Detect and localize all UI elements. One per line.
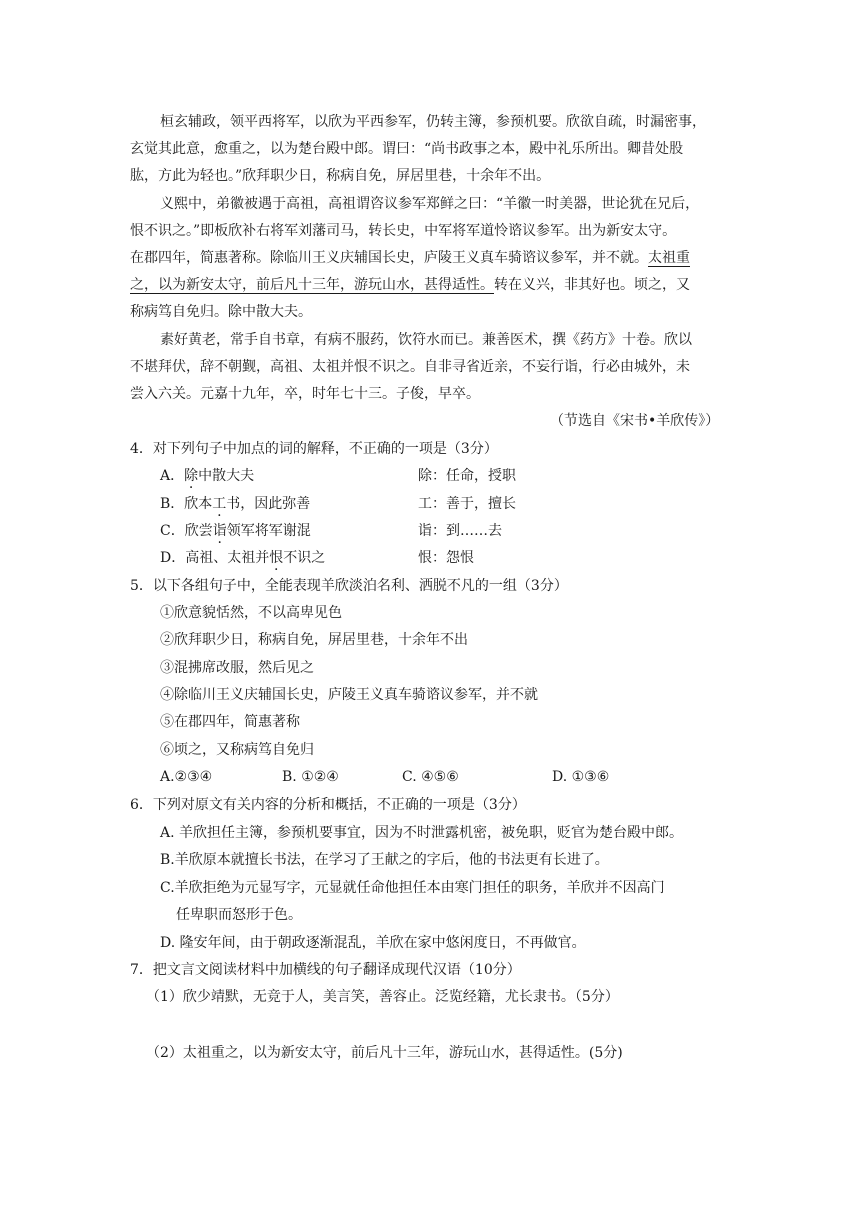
passage-p1-line2: 玄觉其此意，愈重之，以为楚台殿中郎。谓曰：“尚书政事之本，殿中礼乐所出。卿昔处股 [130, 141, 684, 157]
q5-choice-d: D. ①③⑥ [552, 769, 610, 785]
q4-a-suffix: 中散大夫 [198, 468, 255, 484]
passage-p2-line4-rest: 转在义兴，非其好也。顷之，又 [494, 277, 690, 293]
q6-option-d: D. 隆安年间，由于朝政逐渐混乱，羊欣在家中悠闲度日，不再做官。 [160, 935, 586, 951]
passage-p2-line4 [130, 275, 690, 295]
q6-stem: 6．下列对原文有关内容的分析和概括，不正确的一项是（3分） [130, 797, 526, 813]
passage-p1-line3: 肱，方此为轻也。”欣拜职少日，称病自免，屏居里巷，十余年不出。 [130, 168, 551, 184]
q6-option-b: B.羊欣原本就擅长书法，在学习了王献之的字后，他的书法更有长进了。 [160, 852, 609, 868]
passage-p2-line1: 义熙中，弟徽被遇于高祖，高祖谓咨议参军郑鲜之曰：“羊徽一时美器，世论犹在兄后， [160, 196, 700, 212]
q4-d-suffix: 不识之 [283, 550, 326, 566]
q5-choice-a: A.②③④ [160, 769, 213, 785]
q4-c-prefix: C．欣尝 [160, 523, 213, 539]
q4-stem: 4．对下列句子中加点的词的解释，不正确的一项是（3分） [130, 441, 498, 457]
q5-item-1: ①欣意貌恬然，不以高卑见色 [160, 605, 342, 621]
q4-a-dotted-word: 除 [184, 468, 199, 484]
passage-p1-line1: 桓玄辅政，领平西将军，以欣为平西参军，仍转主簿，参预机要。欣欲自疏，时漏密事， [160, 114, 706, 130]
q4-b-dotted-word: 工 [212, 496, 227, 512]
q5-item-5: ⑤在郡四年，简惠著称 [160, 714, 300, 730]
q4-option-b [160, 494, 310, 514]
q4-b-suffix: 书，因此弥善 [226, 496, 311, 512]
q5-stem: 5．以下各组句子中，全能表现羊欣淡泊名利、洒脱不凡的一组（3分） [130, 578, 568, 594]
underlined-sentence-end: 之，以为新安太守，前后凡十三年，游玩山水，甚得适性。 [130, 277, 494, 293]
passage-p2-line3 [130, 248, 690, 268]
q4-option-a [160, 466, 254, 486]
q5-item-2: ②欣拜职少日，称病自免，屏居里巷，十余年不出 [160, 632, 468, 648]
q5-item-4: ④除临川王义庆辅国长史，庐陵王义真车骑谘议参军，并不就 [160, 687, 538, 703]
q4-d-dotted-word: 恨 [269, 550, 284, 566]
q6-option-c-line1: C.羊欣拒绝为元显写字，元显就任命他担任本由寒门担任的职务，羊欣并不因高门 [160, 880, 665, 896]
q4-c-dotted-word: 诣 [212, 523, 227, 539]
q7-stem: 7．把文言文阅读材料中加横线的句子翻译成现代汉语（10分） [130, 962, 521, 978]
passage-p3-line1: 素好黄老，常手自书章，有病不服药，饮符水而已。兼善医术，撰《药方》十卷。欣以 [160, 332, 692, 348]
q4-option-c [160, 521, 311, 541]
q4-b-prefix: B．欣本 [160, 496, 213, 512]
q5-item-6: ⑥顷之，又称病笃自免归 [160, 742, 314, 758]
q6-option-a: A. 羊欣担任主簿，参预机要事宜，因为不时泄露机密，被免职，贬官为楚台殿中郎。 [160, 825, 684, 841]
q5-item-3: ③混拂席改服，然后见之 [160, 660, 314, 676]
passage-p3-line3: 尝入六关。元嘉十九年，卒，时年七十三。子俊，早卒。 [130, 386, 480, 402]
q4-option-a-explanation: 除：任命，授职 [418, 468, 516, 484]
passage-p2-line3-text: 在郡四年，简惠著称。除临川王义庆辅国长史，庐陵王义真车骑谘议参军，并不就。 [130, 250, 648, 266]
passage-p3-line2: 不堪拜伏，辞不朝觐，高祖、太祖并恨不识之。自非寻省近亲，不妄行诣，行必由城外，未 [130, 359, 690, 375]
q7-sentence-2: （2）太祖重之，以为新安太守，前后凡十三年，游玩山水，甚得适性。(5分) [146, 1045, 623, 1061]
q4-option-d-explanation: 恨：怨恨 [418, 550, 474, 566]
passage-p2-line5: 称病笃自免归。除中散大夫。 [130, 304, 312, 320]
q5-choice-c: C. ④⑤⑥ [402, 769, 459, 785]
passage-p2-line2: 恨不识之。”即板欣补右将军刘藩司马，转长史，中军将军道怜谘议参军。出为新安太守。 [130, 223, 677, 239]
q4-c-suffix: 领军将军谢混 [226, 523, 311, 539]
q4-d-prefix: D．高祖、太祖并 [160, 550, 270, 566]
q6-option-c-line2: 任卑职而怒形于色。 [176, 907, 302, 923]
q4-option-c-explanation: 诣：到……去 [418, 523, 502, 539]
underlined-sentence-start: 太祖重 [648, 250, 690, 266]
q4-option-d [160, 548, 325, 568]
q5-choice-b: B. ①②④ [282, 769, 339, 785]
passage-source: （节选自《宋书•羊欣传》） [550, 413, 720, 429]
q4-a-prefix: A． [160, 468, 185, 484]
q7-sentence-1: （1）欣少靖默，无竞于人，美言笑，善容止。泛览经籍，尤长隶书。（5分） [146, 989, 619, 1005]
q4-option-b-explanation: 工：善于，擅长 [418, 496, 516, 512]
